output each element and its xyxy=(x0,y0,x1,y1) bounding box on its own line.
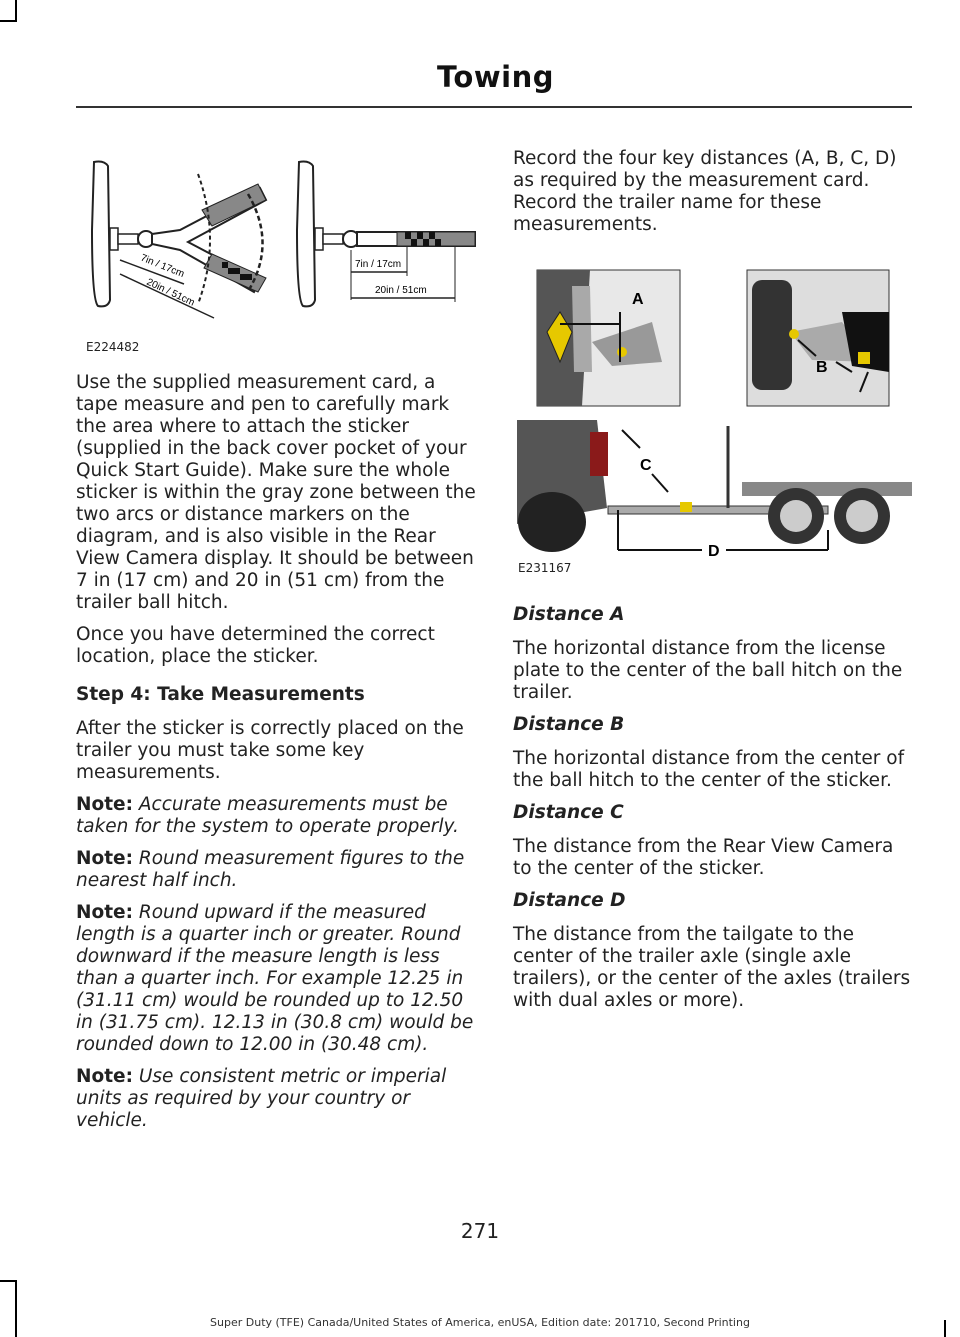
distance-c-text: The distance from the Rear View Camera to the center of the sticker. xyxy=(513,836,894,879)
distance-c-title: Distance C xyxy=(513,802,624,823)
left-short-label: 7in / 17cm xyxy=(138,252,186,281)
left-column xyxy=(76,372,478,1142)
note-label: Note: xyxy=(76,1066,133,1087)
label-a: A xyxy=(632,291,644,308)
right-short-label: 7in / 17cm xyxy=(355,259,402,270)
label-c: C xyxy=(640,457,652,474)
intro-paragraph: Record the four key distances (A, B, C, D) as required by the measurement card. Record the trailer name for these measurements. xyxy=(513,148,897,235)
step-heading: Step 4: Take Measurements xyxy=(76,684,365,705)
note xyxy=(76,794,478,838)
note-text: Round measurement figures to the nearest half inch. xyxy=(76,848,465,891)
page-title: Towing xyxy=(437,60,554,94)
note xyxy=(76,1066,478,1132)
label-d: D xyxy=(708,543,720,560)
page-number: 271 xyxy=(460,1219,500,1243)
note-text: Accurate measurements must be taken for the system to operate properly. xyxy=(76,794,459,837)
note-text: Use consistent metric or imperial units as required by your country or vehicle. xyxy=(76,1066,447,1131)
header-rule xyxy=(76,106,912,108)
label-b: B xyxy=(816,359,828,376)
distance-a-title: Distance A xyxy=(513,604,625,625)
right-column-intro xyxy=(513,148,913,246)
note-label: Note: xyxy=(76,902,133,923)
crop-mark xyxy=(15,0,17,22)
crop-mark xyxy=(0,20,17,22)
angled-trailer-diagram xyxy=(92,162,266,319)
distance-a-text: The horizontal distance from the license plate to the center of the ball hitch on the trailer. xyxy=(513,638,903,703)
straight-trailer-diagram xyxy=(297,162,475,307)
footer-text: Super Duty (TFE) Canada/United States of America, enUSA, Edition date: 201710, Second Printing xyxy=(210,1316,750,1329)
place-sticker-paragraph: Once you have determined the correct location, place the sticker. xyxy=(76,624,435,667)
distances-diagram xyxy=(512,262,912,572)
right-long-label: 20in / 51cm xyxy=(375,285,427,296)
note xyxy=(76,902,478,1056)
inset-distance-b xyxy=(747,270,889,406)
placement-paragraph: Use the supplied measurement card, a tape measure and pen to carefully mark the area where to attach the sticker (supplied in the back cover pocket of your Quick Start Guide). Make sure the whole sticker is within the gray zone between the two arcs or distance markers on the diagram, and is also visible in the Rear View Camera display. It should be between 7 in (17 cm) and 20 in (51 cm) from the trailer ball hitch. xyxy=(76,372,476,613)
note xyxy=(76,848,478,892)
distance-d-text: The distance from the tailgate to the center of the trailer axle (single axle trailers), or the center of the axles (trailers with dual axles or more). xyxy=(513,924,911,1011)
note-text: Round upward if the measured length is a quarter inch or greater. Round downward if the measure length is less than a quarter inch. For example 12.25 in (31.11 cm) would be rounded up to 12.50 in (31.75 cm). 12.13 in (30.8 cm) would be rounded down to 12.00 in (30.48 cm). xyxy=(76,902,474,1055)
inset-distance-a xyxy=(537,270,680,406)
figure-code: E224482 xyxy=(86,340,140,354)
left-long-label: 20in / 51cm xyxy=(144,276,197,309)
truck-trailer-scene xyxy=(517,420,912,560)
right-column-distances xyxy=(513,596,913,1022)
note-label: Note: xyxy=(76,848,133,869)
sticker-placement-diagram xyxy=(80,150,480,360)
measurements-paragraph: After the sticker is correctly placed on the trailer you must take some key measurements. xyxy=(76,718,464,783)
note-label: Note: xyxy=(76,794,133,815)
crop-mark xyxy=(0,1280,17,1282)
distance-b-text: The horizontal distance from the center of the ball hitch to the center of the sticker. xyxy=(513,748,905,791)
figure-code: E231167 xyxy=(518,561,572,575)
distance-d-title: Distance D xyxy=(513,890,626,911)
distance-b-title: Distance B xyxy=(513,714,625,735)
